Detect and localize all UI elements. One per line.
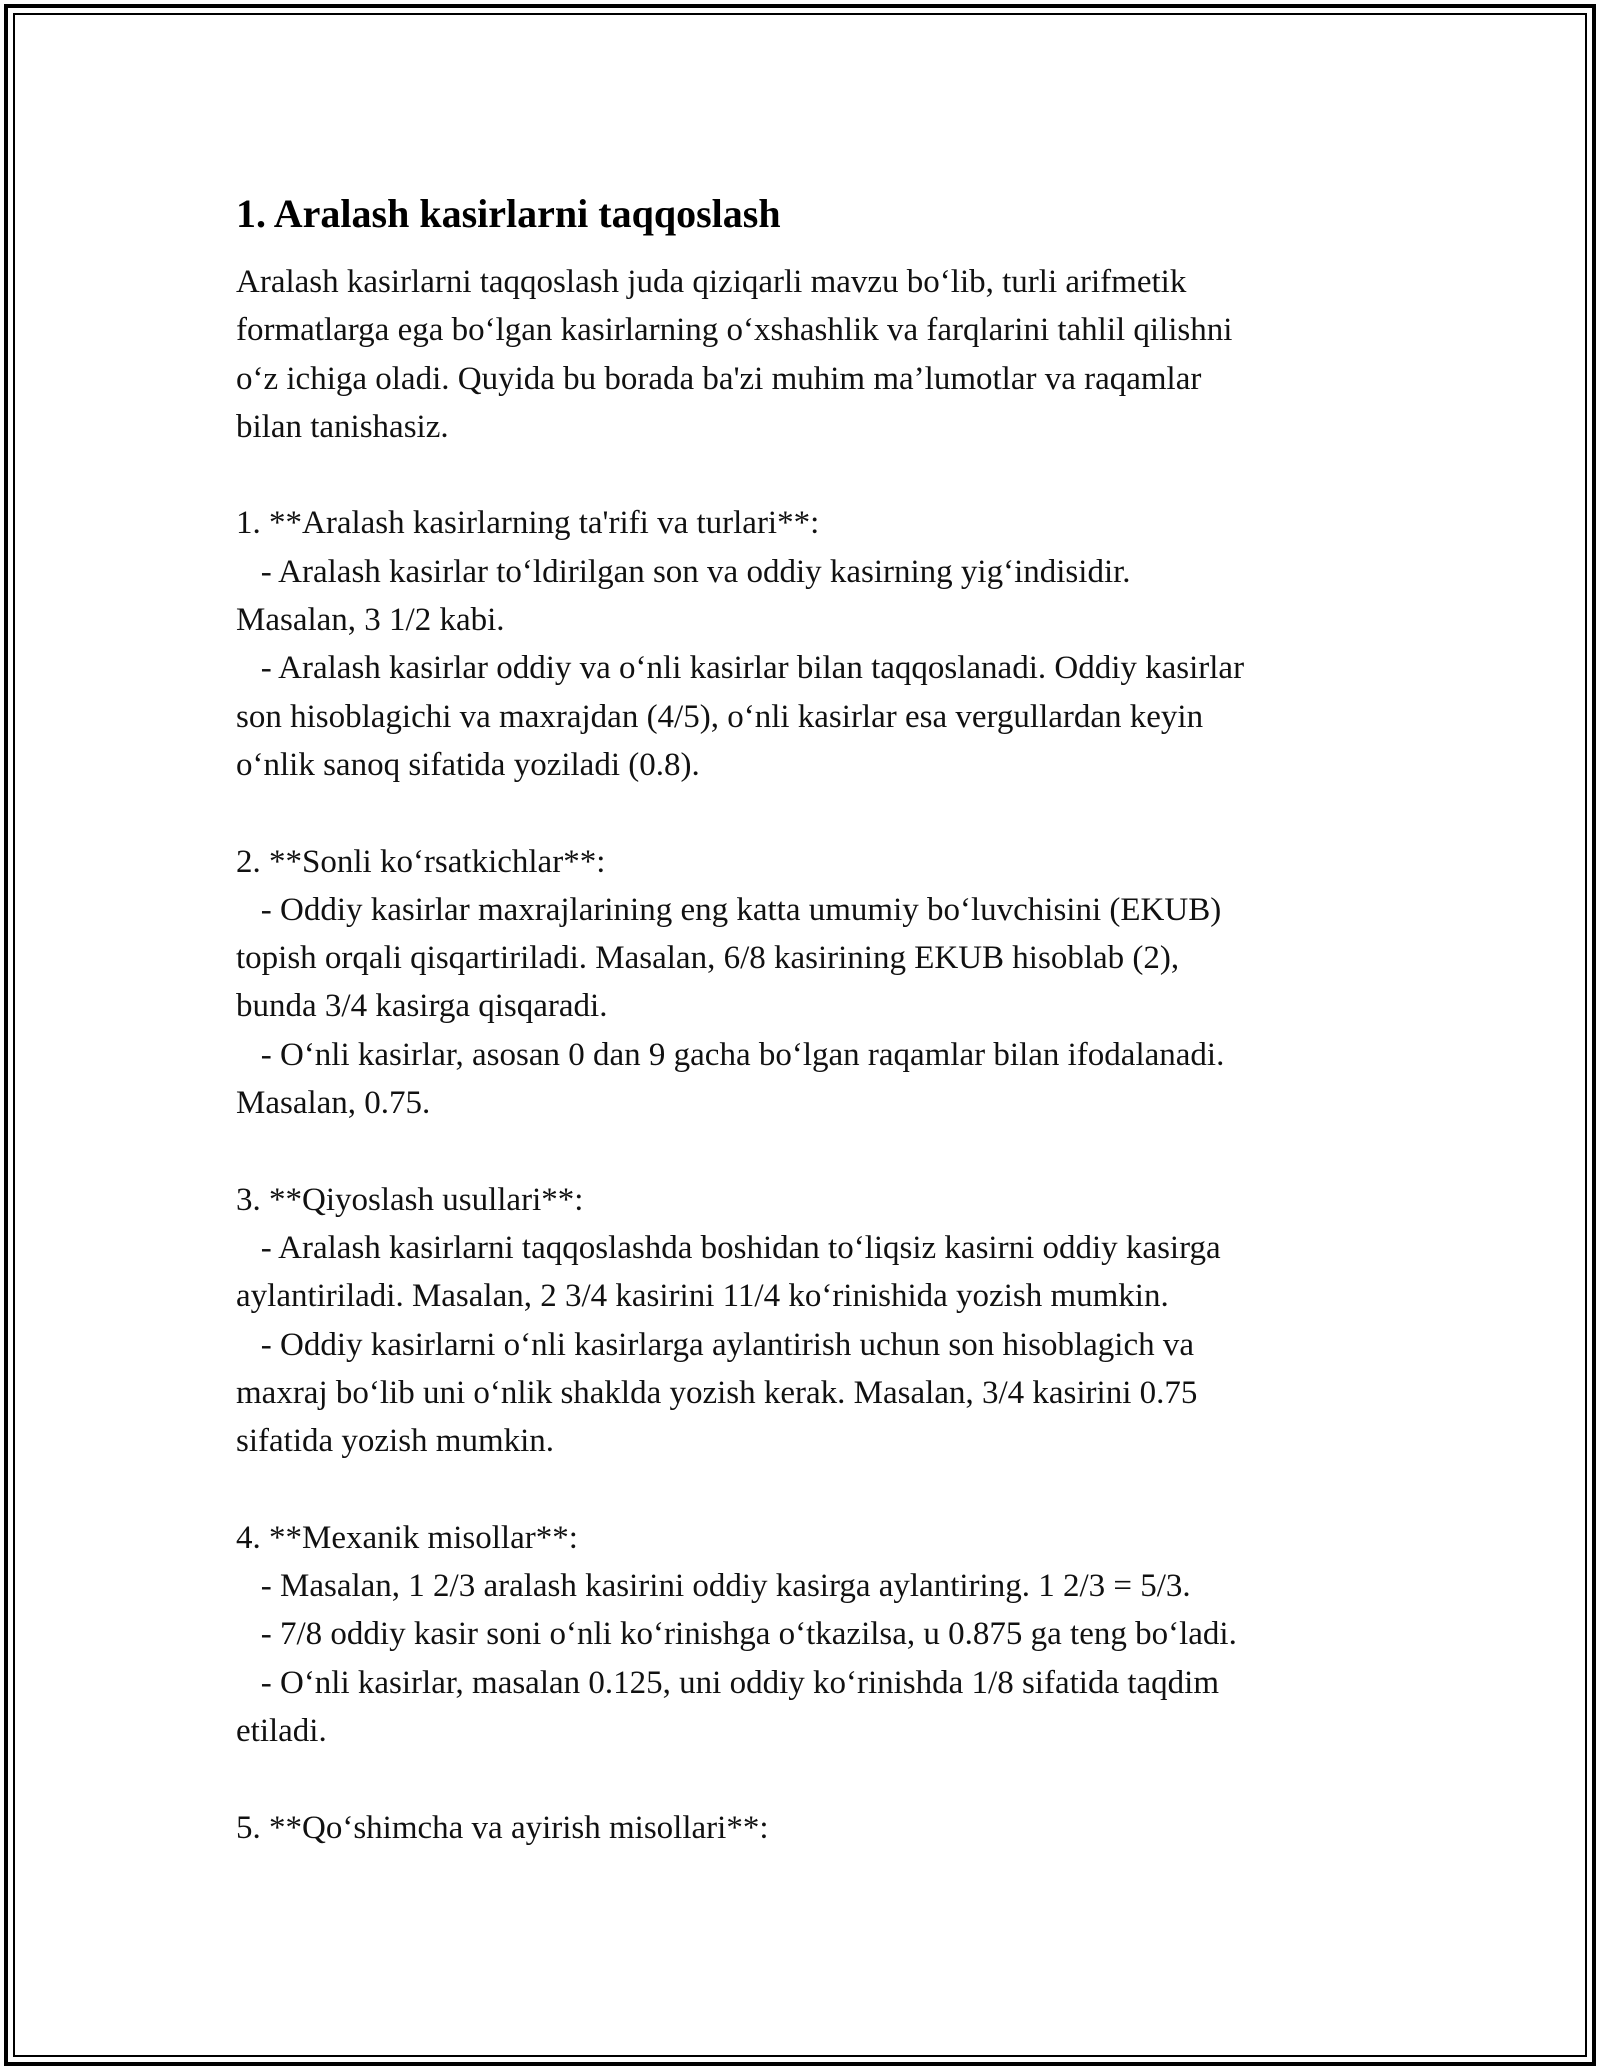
document-title: 1. Aralash kasirlarni taqqoslash [236,191,781,236]
section-heading: 4. **Mexanik misollar**: [236,1519,578,1556]
list-item: - 7/8 oddiy kasir soni o‘nli ko‘rinishga o‘tkazilsa, u 0.875 ga teng bo‘ladi. [236,1616,1237,1653]
section-4 [236,1514,1366,1755]
list-item: - Aralash kasirlar to‘ldirilgan son va oddiy kasirning yig‘indisidir. Masalan, 3 1/2 kabi. [236,553,1131,639]
section-heading: 1. **Aralash kasirlarning ta'rifi va turlari**: [236,505,820,542]
section-1 [236,499,1366,789]
list-item: - Masalan, 1 2/3 aralash kasirini oddiy kasirga aylantiring. 1 2/3 = 5/3. [236,1568,1191,1605]
list-item: - Aralash kasirlar oddiy va o‘nli kasirlar bilan taqqoslanadi. Oddiy kasirlar son hisoblagichi va maxrajdan (4/5), o‘nli kasirlar esa vergullardan keyin o‘nlik sanoq sifatida yoziladi (0.8). [236,650,1245,783]
section-3 [236,1176,1366,1466]
list-item: - Aralash kasirlarni taqqoslashda boshidan to‘liqsiz kasirni oddiy kasirga aylantiriladi. Masalan, 2 3/4 kasirini 11/4 ko‘rinishida yozish mumkin. [236,1229,1221,1315]
section-heading: 2. **Sonli ko‘rsatkichlar**: [236,843,606,880]
list-item: - Oddiy kasirlarni o‘nli kasirlarga aylantirish uchun son hisoblagich va maxraj bo‘lib uni o‘nlik shaklda yozish kerak. Masalan, 3/4 kasirini 0.75 sifatida yozish mumkin. [236,1326,1198,1460]
section-heading: 3. **Qiyoslash usullari**: [236,1181,584,1218]
list-item: - Oddiy kasirlar maxrajlarining eng katta umumiy bo‘luvchisini (EKUB) topish orqali qisqartiriladi. Masalan, 6/8 kasirining EKUB hisoblab (2), bunda 3/4 kasirga qisqaradi. [236,891,1222,1025]
document-body [236,186,1366,1852]
list-item: - O‘nli kasirlar, asosan 0 dan 9 gacha bo‘lgan raqamlar bilan ifodalanadi. Masalan, 0.75. [236,1036,1225,1122]
section-2 [236,838,1366,1128]
section-5 [236,1804,1366,1852]
section-heading: 5. **Qo‘shimcha va ayirish misollari**: [236,1809,769,1846]
intro-paragraph: Aralash kasirlarni taqqoslash juda qiziqarli mavzu bo‘lib, turli arifmetik formatlarga ega bo‘lgan kasirlarning o‘xshashlik va farqlarini tahlil qilishni o‘z ichiga oladi. Quyida bu borada ba'zi muhim ma’lumotlar va raqamlar bilan tanishasiz. [236,264,1233,445]
list-item: - O‘nli kasirlar, masalan 0.125, uni oddiy ko‘rinishda 1/8 sifatida taqdim etiladi. [236,1664,1219,1749]
